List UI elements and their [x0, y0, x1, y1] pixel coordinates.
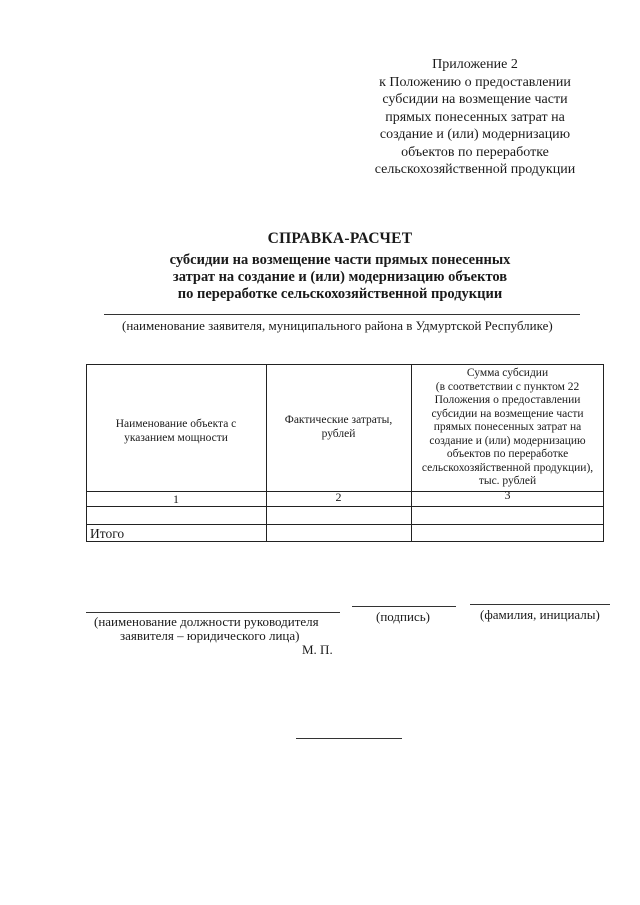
- table-header-subsidy: Сумма субсидии (в соответствии с пунктом 22 Положения о предоставлении субсидии на возмещение части прямых понесенных затрат на создание и (или) модернизацию объектов по переработке сельскохозяйственной продукции), тыс. рублей: [421, 367, 594, 487]
- title-line: по переработке сельскохозяйственной продукции: [177, 286, 503, 302]
- title-line: субсидии на возмещение части прямых понесенных: [169, 252, 511, 268]
- name-line: [470, 604, 610, 605]
- stamp-mark: М. П.: [302, 642, 333, 657]
- appendix-header: [330, 56, 620, 179]
- signature-line: [352, 606, 456, 607]
- table-column-divider: [266, 364, 267, 542]
- appendix-line: сельскохозяйственной продукции: [374, 162, 576, 177]
- title-line: затрат на создание и (или) модернизацию объектов: [172, 269, 508, 285]
- document-title: [100, 230, 580, 303]
- position-line: [86, 612, 340, 613]
- position-caption: заявителя – юридического лица): [120, 628, 300, 643]
- table-column-number: 1: [173, 492, 179, 506]
- position-caption: (наименование должности руководителя: [94, 614, 319, 629]
- signature-caption: (подпись): [376, 609, 430, 624]
- applicant-line: [104, 314, 580, 315]
- appendix-line: прямых понесенных затрат на: [385, 109, 565, 125]
- table-column-number: 3: [504, 488, 511, 502]
- table-header-object: Наименование объекта с указанием мощности: [115, 418, 237, 444]
- table-column-number: 2: [335, 490, 342, 504]
- appendix-line: создание и (или) модернизацию: [379, 127, 571, 142]
- applicant-caption: (наименование заявителя, муниципального района в Удмуртской Республике): [122, 318, 553, 333]
- name-caption: (фамилия, инициалы): [480, 607, 600, 622]
- table-row-divider: [86, 524, 604, 525]
- table-header-costs: Фактические затраты, рублей: [284, 414, 393, 440]
- appendix-line: субсидии на возмещение части: [382, 92, 568, 107]
- appendix-line: к Положению о предоставлении: [379, 74, 571, 90]
- title-main: СПРАВКА-РАСЧЕТ: [267, 230, 413, 247]
- bottom-divider: [296, 738, 402, 739]
- appendix-line: объектов по переработке: [401, 144, 549, 160]
- table-total-label: Итого: [90, 526, 125, 541]
- appendix-line: Приложение 2: [432, 57, 518, 72]
